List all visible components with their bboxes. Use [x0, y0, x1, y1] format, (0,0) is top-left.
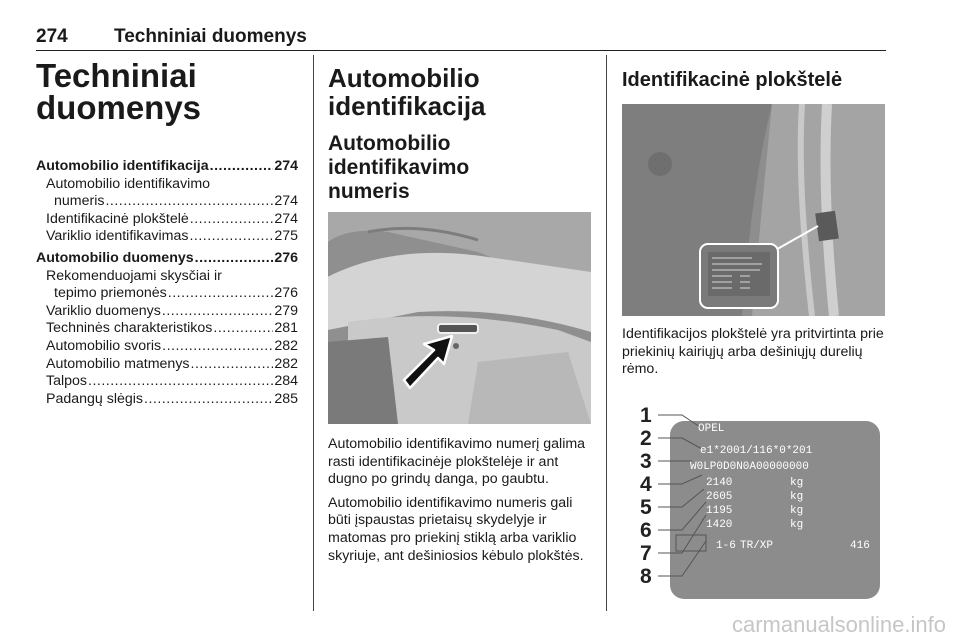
- toc-page: 274: [274, 193, 298, 210]
- callout-6: 6: [640, 518, 652, 542]
- subsection-title: [328, 132, 592, 204]
- toc-page: 285: [274, 390, 298, 407]
- vin-location-text: Automobilio identifikavimo numerį galima rasti identifikacinėje plokštelėje ir ant dugno po grindų danga, po gaubtu.: [328, 436, 586, 488]
- toc-label: Techninės charakteristikos: [46, 320, 213, 337]
- toc-page: 282: [274, 355, 298, 372]
- plate-line-approval: e1*2001/116*0*201: [700, 444, 813, 457]
- toc-label: Automobilio svoris: [46, 337, 162, 354]
- toc-section-automobilio-identifikacija[interactable]: [36, 158, 298, 176]
- plate-weight-3-unit: kg: [790, 504, 804, 517]
- toc-page: 274: [274, 158, 298, 174]
- chapter-title: [36, 57, 298, 126]
- toc-label: Identifikacinė plokštelė: [46, 210, 189, 227]
- toc-leader: [105, 193, 273, 211]
- toc-label: tepimo priemonės: [54, 285, 167, 302]
- toc-item-numeris[interactable]: [36, 193, 298, 211]
- toc-label: Automobilio duomenys: [36, 249, 194, 266]
- toc-leader: [189, 228, 273, 246]
- toc-leader: [213, 320, 273, 338]
- toc-page: 276: [274, 249, 298, 266]
- toc-item-automobilio-svoris[interactable]: [36, 338, 298, 356]
- toc-item-variklio-identifikavimas[interactable]: [36, 228, 298, 246]
- toc-leader: [162, 338, 273, 356]
- toc-item-padangu-slegis[interactable]: [36, 391, 298, 409]
- toc-section-automobilio-duomenys[interactable]: [36, 250, 298, 268]
- column-vehicle-identification: [328, 56, 592, 565]
- toc-label: Automobilio identifikacija: [36, 158, 209, 174]
- toc-item-identifikacine-plokstele[interactable]: [36, 211, 298, 229]
- running-head: Techniniai duomenys: [114, 26, 307, 47]
- column-divider-2: [606, 55, 607, 611]
- plate-diagram: [622, 391, 885, 603]
- chapter-title-line2: duomenys: [36, 89, 202, 126]
- toc-item-tepimo-priemones[interactable]: [36, 285, 298, 303]
- column-divider-1: [313, 55, 314, 611]
- callout-3: 3: [640, 449, 652, 473]
- toc-page: 276: [274, 285, 298, 302]
- plate-location-photo: [622, 104, 885, 316]
- watermark: carmanualsonline.info: [731, 612, 946, 637]
- callout-5: 5: [640, 495, 652, 519]
- plate-location-text: Identifikacijos plokštelė yra pritvirtinta prie priekinių kairiųjų arba dešiniųjų durelių rėmo.: [622, 326, 884, 378]
- toc-page: 279: [274, 302, 298, 319]
- callout-4: 4: [640, 472, 652, 496]
- page-number: 274: [36, 26, 68, 47]
- plate-location-illustration: [622, 104, 885, 316]
- vin-location-illustration: [328, 212, 591, 424]
- toc-item-line[interactable]: Rekomenduojami skysčiai ir: [46, 267, 222, 284]
- toc-leader: [168, 285, 274, 303]
- toc-item-technines-charakteristikos[interactable]: [36, 320, 298, 338]
- toc-label: Automobilio matmenys: [46, 355, 190, 372]
- toc-item-automobilio-matmenys[interactable]: [36, 356, 298, 374]
- toc-label: Talpos: [46, 373, 88, 390]
- section-title-line1: Automobilio: [328, 63, 480, 93]
- toc-page: 281: [274, 320, 298, 337]
- toc-leader: [88, 373, 273, 391]
- toc-leader: [210, 158, 274, 176]
- toc-leader: [190, 211, 274, 229]
- vin-stamp-text: Automobilio identifikavimo numeris gali būti įspaustas prietaisų skydelyje ir matomas pro priekinį stiklą arba variklio skyriuje, ant dešiniosios kėbulo plokštės.: [328, 494, 584, 564]
- toc-page: 282: [274, 337, 298, 354]
- plate-weight-2-unit: kg: [790, 490, 804, 503]
- column-toc: [36, 56, 298, 408]
- page-header: [36, 26, 886, 51]
- callout-7: 7: [640, 541, 652, 565]
- plate-weight-3-value: 1195: [706, 504, 733, 517]
- toc-leader: [195, 250, 274, 268]
- callout-2: 2: [640, 426, 652, 450]
- plate-line-vin: W0LP0D0N0A00000000: [690, 460, 809, 473]
- plate-line-7-left: 1-6: [716, 539, 736, 552]
- callout-1: 1: [640, 403, 652, 427]
- table-of-contents: [36, 158, 298, 408]
- plate-weight-4-unit: kg: [790, 518, 804, 531]
- toc-page: 284: [274, 373, 298, 390]
- plate-line-7-right: 416: [850, 539, 870, 552]
- toc-label: Variklio duomenys: [46, 302, 161, 319]
- vin-location-photo: [328, 212, 591, 424]
- toc-label: Padangų slėgis: [46, 390, 144, 407]
- toc-leader: [191, 356, 274, 374]
- toc-item-variklio-duomenys[interactable]: [36, 303, 298, 321]
- section-title-line2: identifikacija: [328, 91, 486, 121]
- toc-leader: [144, 391, 273, 409]
- toc-item-line[interactable]: Automobilio identifikavimo: [46, 175, 211, 192]
- plate-weight-1-unit: kg: [790, 476, 804, 489]
- plate-weight-1-value: 2140: [706, 476, 733, 489]
- plate-line-7-mid: TR/XP: [740, 539, 774, 552]
- toc-page: 274: [274, 210, 298, 227]
- plate-weight-4-value: 1420: [706, 518, 733, 531]
- plate-section-title: Identifikacinė plokštelė: [622, 69, 843, 91]
- toc-label: numeris: [54, 193, 105, 210]
- toc-label: Variklio identifikavimas: [46, 228, 189, 245]
- plate-diagram-svg: [622, 391, 885, 603]
- plate-weight-2-value: 2605: [706, 490, 733, 503]
- plate-line-manufacturer: OPEL: [698, 422, 725, 435]
- toc-leader: [162, 303, 273, 321]
- callout-8: 8: [640, 564, 652, 588]
- toc-item-talpos[interactable]: [36, 373, 298, 391]
- toc-page: 275: [274, 228, 298, 245]
- subsection-title-line1: Automobilio identifikavimo: [328, 132, 470, 179]
- column-identification-plate: [622, 56, 888, 603]
- subsection-title-line2: numeris: [328, 180, 410, 203]
- chapter-title-line1: Techniniai: [36, 57, 197, 94]
- section-title: [328, 64, 592, 120]
